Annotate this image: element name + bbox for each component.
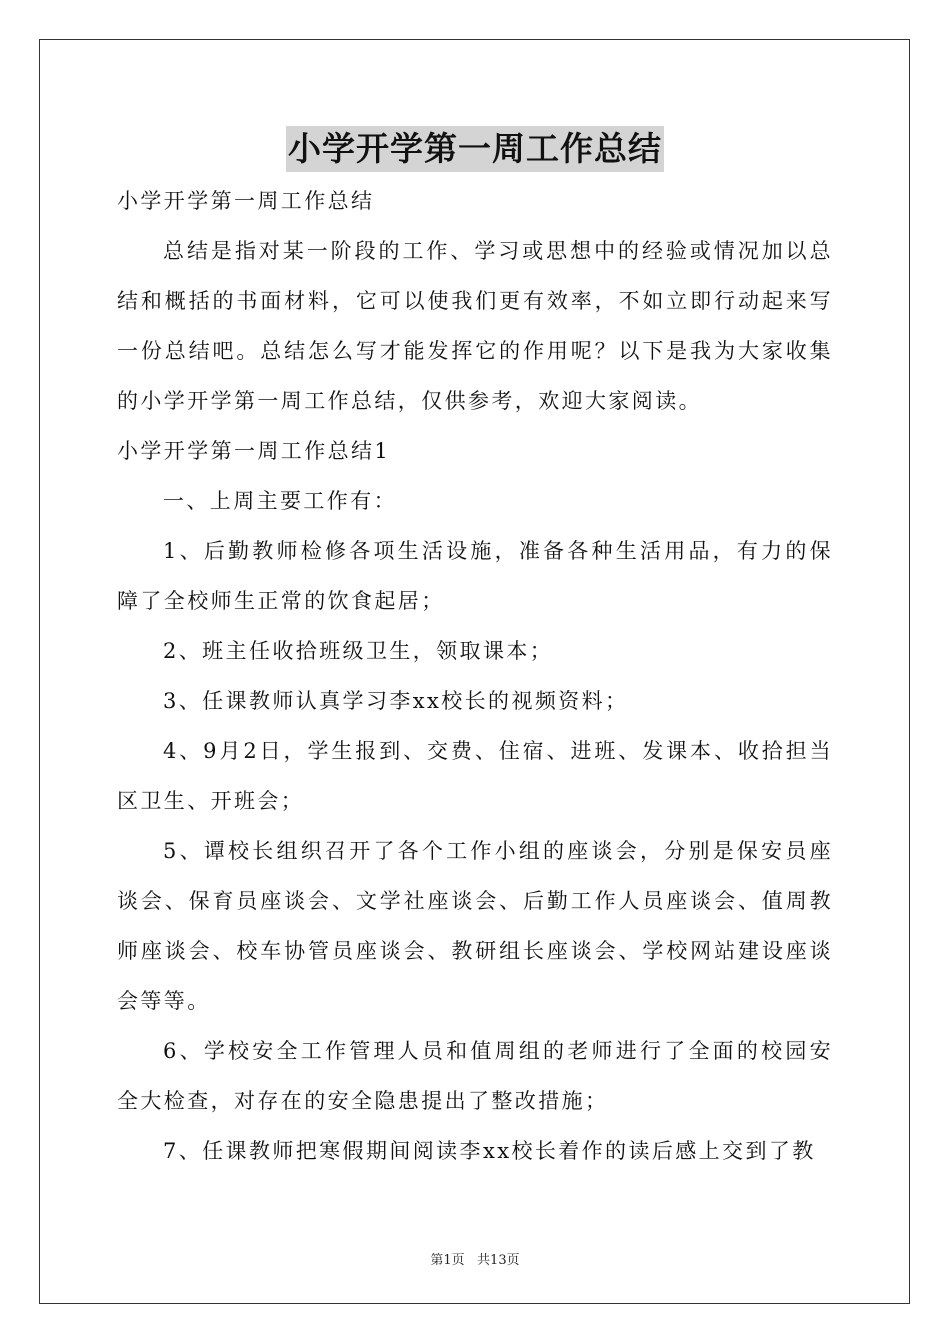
list-item: 1、后勤教师检修各项生活设施，准备各种生活用品，有力的保障了全校师生正常的饮食起居；: [117, 539, 833, 613]
list-item: 3、任课教师认真学习李xx校长的视频资料；: [163, 689, 629, 713]
paragraph: 小学开学第一周工作总结: [117, 189, 375, 213]
page-footer: 第1页 共13页: [430, 1253, 520, 1268]
paragraph: 总结是指对某一阶段的工作、学习或思想中的经验或情况加以总结和概括的书面材料，它可以使我们更有效率，不如立即行动起来写一份总结吧。总结怎么写才能发挥它的作用呢？以下是我为大家收集的小学开学第一周工作总结，仅供参考，欢迎大家阅读。: [117, 239, 833, 413]
list-item: 7、任课教师把寒假期间阅读李xx校长着作的读后感上交到了教: [163, 1139, 816, 1163]
list-item: 6、学校安全工作管理人员和值周组的老师进行了全面的校园安全大检查，对存在的安全隐患提出了整改措施；: [117, 1039, 833, 1113]
paragraph: 一、上周主要工作有：: [163, 489, 397, 513]
title-wrap: [0, 126, 950, 172]
document-title: 小学开学第一周工作总结: [286, 126, 664, 172]
list-item: 2、班主任收拾班级卫生，领取课本；: [163, 639, 554, 663]
list-item: 4、9月2日，学生报到、交费、住宿、进班、发课本、收拾担当区卫生、开班会；: [117, 739, 833, 813]
section-heading: 小学开学第一周工作总结1: [117, 439, 391, 463]
list-item: 5、谭校长组织召开了各个工作小组的座谈会，分别是保安员座谈会、保育员座谈会、文学社座谈会、后勤工作人员座谈会、值周教师座谈会、校车协管员座谈会、教研组长座谈会、学校网站建设座谈会等等。: [117, 839, 833, 1013]
document-body: [117, 176, 833, 1176]
